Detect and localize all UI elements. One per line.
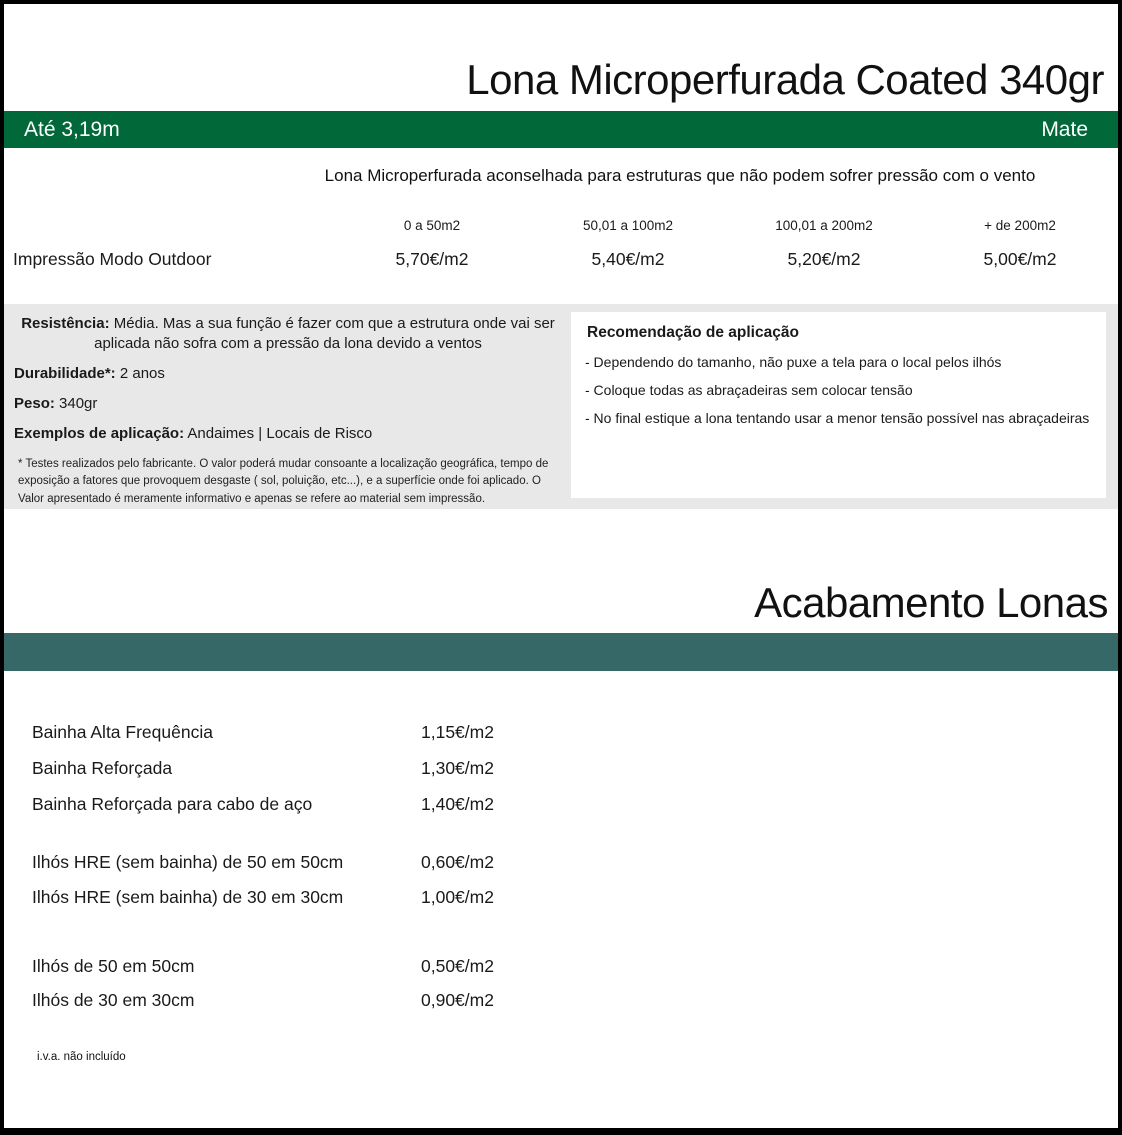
vat-note: i.v.a. não incluído	[37, 1051, 126, 1063]
finishing-price: 1,15€/m2	[421, 721, 494, 742]
finishing-divider-bar	[4, 633, 1118, 671]
finishing-title: Acabamento Lonas	[754, 579, 1108, 626]
max-width-label: Até 3,19m	[24, 117, 120, 141]
finishing-row	[4, 887, 1118, 907]
price-table-row	[4, 249, 1118, 270]
finishing-label: Ilhós HRE (sem bainha) de 50 em 50cm	[32, 851, 344, 872]
finishing-label: Ilhós de 30 em 30cm	[32, 989, 195, 1010]
finishing-price: 1,00€/m2	[421, 886, 494, 907]
print-mode-label: Impressão Modo Outdoor	[13, 249, 212, 269]
price-table-header	[4, 218, 1118, 233]
product-title: Lona Microperfurada Coated 340gr	[466, 56, 1104, 103]
recommendations-title: Recomendação de aplicação	[587, 324, 799, 341]
finishing-price: 1,40€/m2	[421, 793, 494, 814]
manufacturer-footnote: * Testes realizados pelo fabricante. O valor poderá mudar consoante a localização geográfica, tempo de exposição a fatores que provoquem desgaste ( sol, poluição, etc...), e a superfície onde foi aplicado. O Valor apresentado é meramente informativo e apenas se refere ao material sem impressão.	[18, 458, 549, 505]
finishing-row	[4, 852, 1118, 872]
finishing-row	[4, 722, 1118, 742]
finishing-label: Bainha Alta Frequência	[32, 721, 213, 742]
spec-resistencia	[14, 314, 562, 354]
spec-durabilidade-label: Durabilidade*:	[14, 365, 116, 382]
finishing-price: 0,50€/m2	[421, 955, 494, 976]
price-tier-header: 100,01 a 200m2	[775, 218, 873, 233]
finishing-label: Ilhós HRE (sem bainha) de 30 em 30cm	[32, 886, 344, 907]
specs-list	[14, 314, 562, 442]
price-value: 5,70€/m2	[395, 249, 469, 269]
specs-section	[4, 304, 1118, 509]
product-description: Lona Microperfurada aconselhada para estruturas que não podem sofrer pressão com o vento	[324, 166, 1036, 185]
spec-peso	[14, 394, 97, 414]
finishing-price-list	[4, 722, 1118, 1010]
price-value: 5,00€/m2	[983, 249, 1057, 269]
recommendation-item: - Coloque todas as abraçadeiras sem colocar tensão	[585, 382, 913, 398]
recommendation-item: - No final estique a lona tentando usar a menor tensão possível nas abraçadeiras	[585, 410, 1090, 426]
finishing-row	[4, 758, 1118, 778]
price-tier-header: 0 a 50m2	[403, 218, 461, 233]
finishing-row	[4, 956, 1118, 976]
spec-exemplos-label: Exemplos de aplicação:	[14, 425, 185, 442]
finishing-label: Bainha Reforçada para cabo de aço	[32, 793, 313, 814]
price-value: 5,20€/m2	[787, 249, 861, 269]
finishing-label: Ilhós de 50 em 50cm	[32, 955, 195, 976]
spec-resistencia-label: Resistência:	[21, 315, 110, 332]
finish-label: Mate	[1041, 117, 1088, 141]
price-tier-header: 50,01 a 100m2	[582, 218, 674, 233]
width-finish-band	[4, 111, 1118, 148]
spec-resistencia-text: Média. Mas a sua função é fazer com que a estrutura onde vai ser aplicada não sofra com a pressão da lona devido a ventos	[94, 315, 555, 352]
spec-exemplos-text: Andaimes | Locais de Risco	[187, 425, 373, 442]
spec-durabilidade-text: 2 anos	[119, 365, 165, 382]
finishing-price: 1,30€/m2	[421, 757, 494, 778]
finishing-row	[4, 990, 1118, 1010]
finishing-label: Bainha Reforçada	[32, 757, 173, 778]
price-tier-header: + de 200m2	[984, 218, 1056, 233]
spec-exemplos	[14, 424, 372, 444]
finishing-price: 0,90€/m2	[421, 989, 494, 1010]
spec-peso-text: 340gr	[59, 395, 98, 412]
application-recommendations	[571, 312, 1106, 498]
finishing-row	[4, 794, 1118, 814]
print-price-table	[4, 218, 1118, 270]
spec-durabilidade	[14, 364, 165, 384]
spec-peso-label: Peso:	[14, 395, 55, 412]
price-value: 5,40€/m2	[591, 249, 665, 269]
finishing-price: 0,60€/m2	[421, 851, 494, 872]
recommendation-item: - Dependendo do tamanho, não puxe a tela para o local pelos ilhós	[585, 354, 1002, 370]
